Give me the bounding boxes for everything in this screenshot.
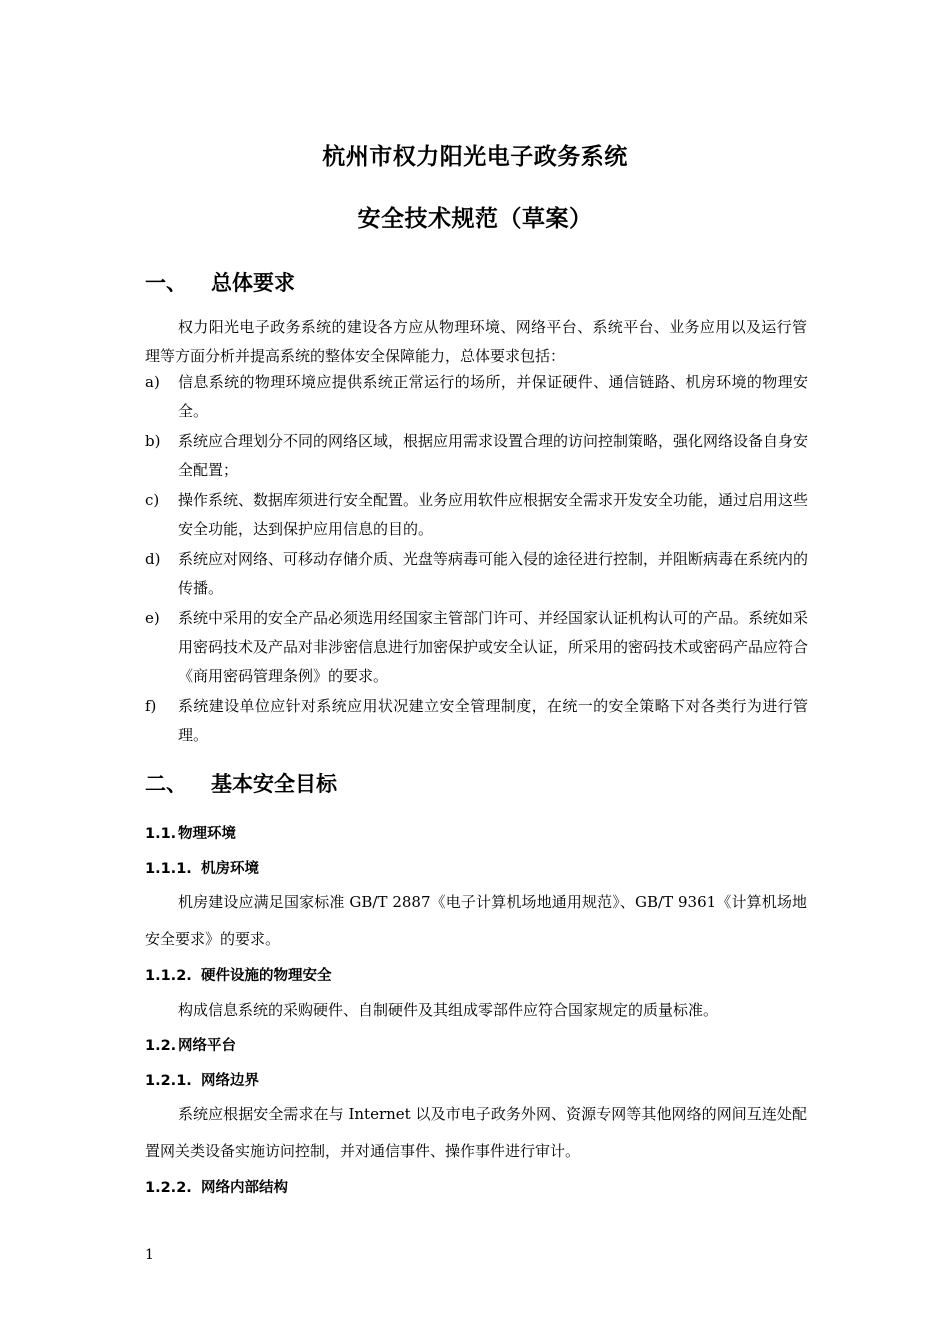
subsection-number: 1.2.1. [145,1073,192,1089]
list-item [145,368,825,426]
section-number: 一、 [145,271,187,295]
list-item [145,545,825,603]
subsection-title: 机房环境 [201,861,259,877]
list-marker: e) [145,609,160,627]
subsection-number: 1.1.1. [145,861,192,877]
subsection-title: 网络边界 [201,1073,259,1089]
list-item [145,692,825,750]
subsection-heading-1-1 [145,822,236,843]
requirements-list [145,368,825,751]
list-item [145,486,825,544]
section-title: 基本安全目标 [211,772,337,796]
page-number: 1 [145,1247,154,1263]
section-heading-2 [145,768,337,798]
list-text: 系统建设单位应针对系统应用状况建立安全管理制度，在统一的安全策略下对各类行为进行管理。 [178,697,808,744]
subsection-heading-1-2-1 [145,1069,259,1090]
subsection-heading-1-1-1 [145,857,259,878]
subsection-heading-1-2 [145,1034,236,1055]
list-text: 系统应合理划分不同的网络区域，根据应用需求设置合理的访问控制策略，强化网络设备自身安全配置； [178,432,809,479]
section-title: 总体要求 [211,271,295,295]
list-item [145,427,825,485]
subsection-title: 网络平台 [178,1038,236,1054]
list-marker: b) [145,432,161,450]
list-marker: a) [145,373,160,391]
subsection-number: 1.1.2. [145,968,192,984]
list-text: 操作系统、数据库须进行安全配置。业务应用软件应根据安全需求开发安全功能，通过启用这些安全功能，达到保护应用信息的目的。 [178,491,809,538]
paragraph-1-1-1: 机房建设应满足国家标准 GB/T 2887《电子计算机场地通用规范》、GB/T 9361《计算机场地安全要求》的要求。 [145,893,807,948]
list-text: 系统应对网络、可移动存储介质、光盘等病毒可能入侵的途径进行控制，并阻断病毒在系统内的传播。 [178,550,809,597]
paragraph-1-1-2: 构成信息系统的采购硬件、自制硬件及其组成零部件应符合国家规定的质量标准。 [178,1001,719,1019]
section-number: 二、 [145,772,187,796]
list-marker: d) [145,550,161,568]
subsection-title: 硬件设施的物理安全 [201,968,332,984]
list-marker: f) [145,697,157,715]
subsection-heading-1-1-2 [145,964,332,985]
document-title: 杭州市权力阳光电子政务系统 [322,144,628,170]
list-item [145,604,825,691]
subsection-number: 1.2.2. [145,1180,192,1196]
subsection-title: 网络内部结构 [201,1180,288,1196]
section-1-intro: 权力阳光电子政务系统的建设各方应从物理环境、网络平台、系统平台、业务应用以及运行管理等方面分析并提高系统的整体安全保障能力，总体要求包括： [145,318,807,365]
document-subtitle: 安全技术规范（草案） [357,206,593,232]
subsection-number: 1.1. [145,826,177,842]
list-text: 信息系统的物理环境应提供系统正常运行的场所，并保证硬件、通信链路、机房环境的物理安全。 [178,373,808,420]
subsection-heading-1-2-2 [145,1176,288,1197]
subsection-title: 物理环境 [178,826,236,842]
list-marker: c) [145,491,160,509]
list-text: 系统中采用的安全产品必须选用经国家主管部门许可、并经国家认证机构认可的产品。系统如采用密码技术及产品对非涉密信息进行加密保护或安全认证，所采用的密码技术或密码产品应符合《商用密码管理条例》的要求。 [178,609,809,685]
paragraph-1-2-1: 系统应根据安全需求在与 Internet 以及市电子政务外网、资源专网等其他网络的网间互连处配置网关类设备实施访问控制，并对通信事件、操作事件进行审计。 [145,1105,807,1160]
subsection-number: 1.2. [145,1038,177,1054]
section-heading-1 [145,267,295,297]
